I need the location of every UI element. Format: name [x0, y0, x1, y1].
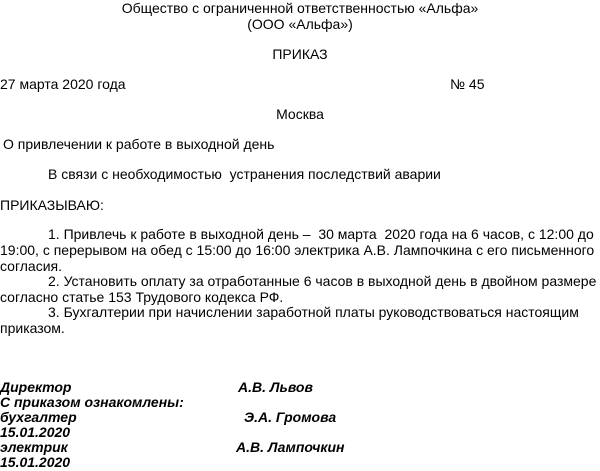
item-3-line-2: приказом. — [0, 320, 65, 336]
order-number: № 45 — [450, 76, 485, 92]
electrician-date: 15.01.2020 — [0, 454, 71, 470]
org-full-name: Общество с ограниченной ответственностью «Альфа» — [121, 0, 479, 16]
electrician-title: электрик — [0, 439, 68, 455]
org-short-name: (ООО «Альфа») — [247, 16, 353, 32]
city: Москва — [276, 106, 324, 122]
item-3-line-1: 3. Бухгалтерии при начислении заработной платы руководствоваться настоящим — [48, 304, 579, 320]
item-2-line-2: согласно статье 153 Трудового кодекса РФ. — [0, 289, 284, 305]
director-title: Директор — [0, 379, 72, 395]
item-2-line-1: 2. Установить оплату за отработанные 6 часов в выходной день в двойном размере — [48, 273, 597, 289]
order-heading: ПРИКАЗЫВАЮ: — [0, 197, 104, 213]
item-1-line-2: 19:00, с перерывом на обед с 15:00 до 16:00 электрика А.В. Лампочкина с его письменного — [0, 242, 595, 258]
item-1-line-1: 1. Привлечь к работе в выходной день – 30 марта 2020 года на 6 часов, с 12:00 до — [48, 226, 594, 242]
director-name: А.В. Львов — [238, 379, 313, 395]
item-1-line-3: согласия. — [0, 258, 62, 274]
order-reason: В связи с необходимостью устранения последствий аварии — [48, 166, 441, 182]
order-subject: О привлечении к работе в выходной день — [3, 136, 275, 152]
accountant-name: Э.А. Громова — [244, 409, 337, 425]
accountant-date: 15.01.2020 — [0, 424, 71, 440]
order-date: 27 марта 2020 года — [0, 76, 126, 92]
electrician-name: А.В. Лампочкин — [236, 439, 345, 455]
document-type: ПРИКАЗ — [272, 46, 328, 62]
accountant-title: бухгалтер — [0, 409, 77, 425]
acquainted-label: С приказом ознакомлены: — [0, 394, 184, 410]
